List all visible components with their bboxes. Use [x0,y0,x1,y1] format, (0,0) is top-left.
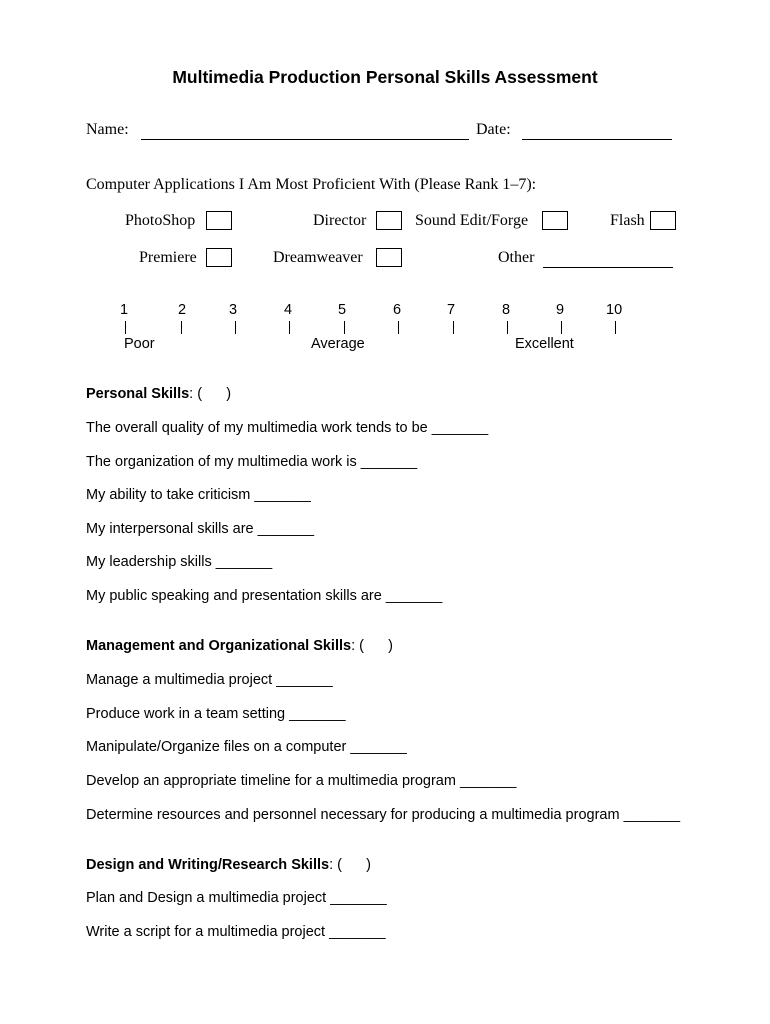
skill-item: My leadership skills _______ [86,554,273,570]
skill-item: My ability to take criticism _______ [86,487,311,503]
scale-tick [561,321,562,334]
section-heading-text: Design and Writing/Research Skills [86,857,330,873]
skill-item: Plan and Design a multimedia project _______ [86,890,387,906]
scale-tick [507,321,508,334]
app-premiere-checkbox[interactable] [206,248,232,267]
scale-number: 3 [229,302,238,318]
app-other-field[interactable] [543,267,673,268]
section-rank-field[interactable]: : ( ) [329,857,371,873]
skill-item: My public speaking and presentation skills are _______ [86,588,443,604]
scale-tick [181,321,182,334]
section-heading-text: Personal Skills [86,386,190,402]
date-label: Date: [476,121,511,138]
skill-item: Develop an appropriate timeline for a multimedia program _______ [86,773,517,789]
app-flash-label: Flash [610,212,645,229]
scale-number: 7 [447,302,456,318]
skill-item: The overall quality of my multimedia work tends to be _______ [86,420,489,436]
scale-number: 9 [556,302,565,318]
scale-number: 1 [120,302,129,318]
scale-tick [615,321,616,334]
skill-item: Manipulate/Organize files on a computer _______ [86,739,407,755]
scale-tick [289,321,290,334]
name-label: Name: [86,121,129,138]
app-director-checkbox[interactable] [376,211,402,230]
name-field[interactable] [141,139,469,140]
scale-tick [453,321,454,334]
scale-label-excellent: Excellent [515,336,574,352]
scale-tick [125,321,126,334]
app-flash-checkbox[interactable] [650,211,676,230]
app-soundedit-checkbox[interactable] [542,211,568,230]
skill-item: Produce work in a team setting _______ [86,706,346,722]
date-field[interactable] [522,139,672,140]
section-rank-field[interactable]: : ( ) [189,386,232,402]
section-rank-field[interactable]: : ( ) [351,638,393,654]
applications-prompt: Computer Applications I Am Most Proficient With (Please Rank 1–7): [86,176,537,193]
app-dreamweaver-label: Dreamweaver [273,249,363,266]
scale-label-average: Average [311,336,365,352]
section-heading-design [86,857,371,873]
app-other-label: Other [498,249,535,266]
skill-item: My interpersonal skills are _______ [86,521,315,537]
scale-number: 6 [393,302,402,318]
scale-number: 4 [284,302,293,318]
page-title: Multimedia Production Personal Skills Assessment [172,67,598,87]
app-photoshop-label: PhotoShop [125,212,196,229]
skill-item: Write a script for a multimedia project _______ [86,924,386,940]
app-premiere-label: Premiere [139,249,197,266]
app-director-label: Director [313,212,367,229]
scale-number: 8 [502,302,511,318]
skill-item: Determine resources and personnel necessary for producing a multimedia program _______ [86,807,681,823]
skill-item: The organization of my multimedia work is _______ [86,454,418,470]
section-heading-management [86,638,393,654]
app-dreamweaver-checkbox[interactable] [376,248,402,267]
scale-number: 5 [338,302,347,318]
scale-number: 10 [606,302,623,318]
scale-tick [398,321,399,334]
scale-label-poor: Poor [124,336,155,352]
app-soundedit-label: Sound Edit/Forge [415,212,529,229]
scale-tick [344,321,345,334]
section-heading-text: Management and Organizational Skills [86,638,352,654]
skill-item: Manage a multimedia project _______ [86,672,333,688]
section-heading-personal [86,386,231,402]
scale-number: 2 [178,302,187,318]
app-photoshop-checkbox[interactable] [206,211,232,230]
scale-tick [235,321,236,334]
